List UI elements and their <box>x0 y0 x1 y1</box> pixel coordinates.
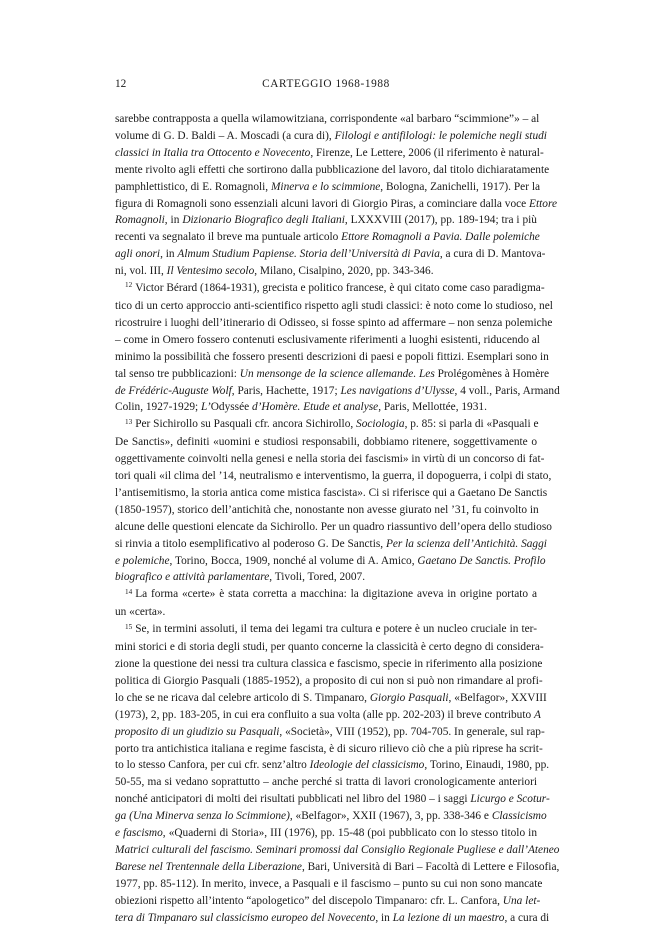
line-text: si rinvia a titolo esemplificativo al poderoso G. De Sanctis, Per la scienza dell’Antichità. Saggi <box>115 537 547 550</box>
line-text: biografico e attività parlamentare, Tivoli, Tored, 2007. <box>115 571 366 584</box>
text-line <box>115 673 543 690</box>
text-line <box>115 808 547 825</box>
text-line <box>115 656 543 673</box>
line-text: ricostruire i luoghi dell’itinerario di Odisseo, si fosse spinto ad affermare – non senza polemiche <box>115 316 553 329</box>
line-text: un «certa». <box>115 606 166 619</box>
text-line <box>115 246 546 263</box>
line-text: tori quali «il clima del ’14, neutralismo e interventismo, la guerra, il dopoguerra, i colpi di stato, <box>115 470 552 483</box>
text-line <box>115 434 537 451</box>
page-header <box>115 78 537 96</box>
text-line <box>115 757 550 774</box>
line-text: ni, vol. III, Il Ventesimo secolo, Milano, Cisalpino, 2020, pp. 343-346. <box>115 265 434 278</box>
text-line <box>115 604 537 621</box>
line-text: politica di Giorgio Pasquali (1885-1952), a proposito di cui non si può non rimandare al profi- <box>115 674 543 687</box>
text-line <box>115 451 545 468</box>
text-line <box>115 145 544 162</box>
line-text: lo che se ne ricava dal celebre articolo di S. Timpanaro, Giorgio Pasquali, «Belfagor», XXVIII <box>115 691 547 704</box>
text-line <box>115 502 537 519</box>
line-text: alcune delle questioni elencate da Sichirollo. Per un quadro riassuntivo dell’opera dello studioso <box>115 520 552 533</box>
text-line <box>115 569 537 586</box>
text-line <box>115 690 547 707</box>
line-text: La forma «certe» è stata corretta a macchina: la digitazione aveva in origine portato a <box>135 588 537 601</box>
text-line <box>115 791 550 808</box>
line-text: de Frédéric-Auguste Wolf, Paris, Hachette, 1917; Les navigations d’Ulysse, 4 voll., Paris, Armand <box>115 384 560 397</box>
footnote-number: 15 <box>125 622 133 631</box>
text-line <box>115 399 537 416</box>
footnote-start-line <box>115 280 545 298</box>
line-text: tera di Timpanaro sul classicismo europeo del Novecento, in La lezione di un maestro, a cura di <box>115 911 550 924</box>
text-line <box>115 212 537 229</box>
footnote-start-line <box>115 586 537 604</box>
line-text: tico di un certo approccio anti-scientifico rispetto agli studi classici: è noto come lo studioso, nel <box>115 299 553 312</box>
footnote-number: 14 <box>125 587 133 596</box>
line-text: Romagnoli, in Dizionario Biografico degli Italiani, LXXXVIII (2017), pp. 189-194; tra i più <box>115 214 537 227</box>
text-line <box>115 366 550 383</box>
footnote-start-line <box>115 621 537 639</box>
line-text: Barese nel Trentennale della Liberazione, Bari, Università di Bari – Facoltà di Lettere e Filosofia, <box>115 860 560 873</box>
text-line <box>115 707 541 724</box>
line-text: De Sanctis», definiti «uomini e studiosi responsabili, dobbiamo ritenere, soggettivamente o <box>115 436 537 449</box>
text-line <box>115 383 560 400</box>
text-line <box>115 553 546 570</box>
line-text: proposito di un giudizio su Pasquali, «Società», VIII (1952), pp. 704-705. In generale, sul rap- <box>115 725 545 738</box>
line-text: e fascismo, «Quaderni di Storia», III (1976), pp. 15-48 (poi pubblicato con lo stesso titolo in <box>115 827 537 840</box>
text-line <box>115 315 553 332</box>
text-line <box>115 859 560 876</box>
text-line <box>115 741 543 758</box>
line-text: ga (Una Minerva senza lo Scimmione), «Belfagor», XXII (1967), 3, pp. 338-346 e Classicismo <box>115 810 547 823</box>
line-text: mini storici e di storia degli studi, per quanto concerne la classicità è certo degno di considera- <box>115 641 544 654</box>
line-text: mente rivolto agli effetti che sortirono dalla pubblicazione del lavoro, dal titolo dichiaratamente <box>115 163 550 176</box>
footnote-start-line <box>115 416 537 434</box>
text-line <box>115 536 547 553</box>
line-text: – come in Omero fossero contenuti esclusivamente riferimenti a luoghi esistenti, riducendo al <box>115 333 540 346</box>
text-line <box>115 298 553 315</box>
line-text: volume di G. D. Baldi – A. Moscadi (a cura di), Filologi e antifilologi: le polemiche negli studi <box>115 129 547 142</box>
line-text: Victor Bérard (1864-1931), grecista e politico francese, è qui citato come caso paradigma- <box>135 282 545 295</box>
text-line <box>115 893 541 910</box>
text-line <box>115 111 540 128</box>
line-text: sarebbe contrapposta a quella wilamowitziana, corrispondente «al barbaro “scimmione”» – al <box>115 113 540 125</box>
text-line <box>115 332 540 349</box>
line-text: 1977, pp. 85-112). In merito, invece, a Pasquali e il fascismo – punto su cui non sono mancate <box>115 877 543 890</box>
line-text: to lo stesso Canfora, per cui cfr. senz’altro Ideologie del classicismo, Torino, Einaudi, 1980, pp. <box>115 759 550 772</box>
text-line <box>115 910 550 927</box>
line-text: minimo la possibilità che fossero presenti descrizioni di paesi e popoli fittizi. Esemplari sono in <box>115 350 549 363</box>
text-line <box>115 724 545 741</box>
line-text: figura di Romagnoli sono essenziali alcuni lavori di Giorgio Piras, a cominciare dalla voce Ettore <box>115 197 557 210</box>
text-line <box>115 876 543 893</box>
text-line <box>115 468 552 485</box>
footnote-number: 12 <box>125 281 133 290</box>
text-line <box>115 263 537 280</box>
line-text: porto tra antichistica italiana e regime fascista, è di sicuro rilievo ciò che a più riprese ha scrit- <box>115 742 543 755</box>
line-text: recenti va segnalato il breve ma puntuale articolo Ettore Romagnoli a Pavia. Dalle polemiche <box>115 231 540 244</box>
line-text: Colin, 1927-1929; L’Odyssée d’Homère. Etude et analyse, Paris, Mellottée, 1931. <box>115 401 487 414</box>
text-line <box>115 485 548 502</box>
line-text: Per Sichirollo su Pasquali cfr. ancora Sichirollo, Sociologia, p. 85: si parla di «Pasquali e <box>135 418 539 431</box>
line-text: zione la questione dei nessi tra cultura classica e fascismo, specie in riferimento alla posizione <box>115 658 543 670</box>
text-line <box>115 842 560 859</box>
text-line <box>115 349 549 366</box>
line-text: obiezioni rispetto all’intento “apologetico” del discepolo Timpanaro: cfr. L. Canfora, Una let- <box>115 894 541 907</box>
line-text: nonché anticipatori di molti dei risultati pubblicati nel libro del 1980 – i saggi Licurgo e Scotur- <box>115 793 550 806</box>
line-text: l’antisemitismo, la storia antica come mistica fascista». Ci si riferisce qui a Gaetano De Sanctis <box>115 486 548 499</box>
text-line <box>115 179 541 196</box>
text-line <box>115 162 550 179</box>
running-title: CARTEGGIO 1968-1988 <box>262 78 390 90</box>
line-text: pamphlettistico, di E. Romagnoli, Minerva e lo scimmione, Bologna, Zanichelli, 1917). Per la <box>115 180 541 193</box>
line-text: 50-55, ma si vedano soprattutto – anche perché si tratta di lavori cronologicamente anteriori <box>115 776 537 789</box>
line-text: classici in Italia tra Ottocento e Novecento, Firenze, Le Lettere, 2006 (il riferimento è natural- <box>115 146 544 159</box>
text-line <box>115 639 544 656</box>
line-text: agli onori, in Almum Studium Papiense. Storia dell’Università di Pavia, a cura di D. Mantova- <box>115 248 546 261</box>
footnotes-text <box>115 111 560 927</box>
text-line <box>115 774 537 791</box>
line-text: tal senso tre pubblicazioni: Un mensonge de la science allemande. Les Prolégomènes à Homère <box>115 367 550 380</box>
line-text: Se, in termini assoluti, il tema dei legami tra cultura e potere è un nucleo cruciale in ter- <box>135 623 537 636</box>
footnote-number: 13 <box>125 417 133 426</box>
text-line <box>115 196 557 213</box>
line-text: oggettivamente coinvolti nella genesi e nella storia dei fascismi» in virtù di un concorso di fat- <box>115 453 545 466</box>
text-line <box>115 229 540 246</box>
text-line <box>115 825 537 842</box>
line-text: (1973), 2, pp. 183-205, in cui era confluito a sua volta (alle pp. 202-203) il breve contributo A <box>115 708 541 721</box>
page-number: 12 <box>115 78 127 90</box>
line-text: (1850-1957), storico dell’antichità che, nonostante non avesse giurato nel ’31, fu coinvolto in <box>115 503 539 516</box>
line-text: Matrici culturali del fascismo. Seminari promossi dal Consiglio Regionale Pugliese e dall’Ateneo <box>115 843 560 856</box>
line-text: e polemiche, Torino, Bocca, 1909, nonché al volume di A. Amico, Gaetano De Sanctis. Profilo <box>115 554 546 567</box>
text-line <box>115 128 547 145</box>
text-line <box>115 519 552 536</box>
